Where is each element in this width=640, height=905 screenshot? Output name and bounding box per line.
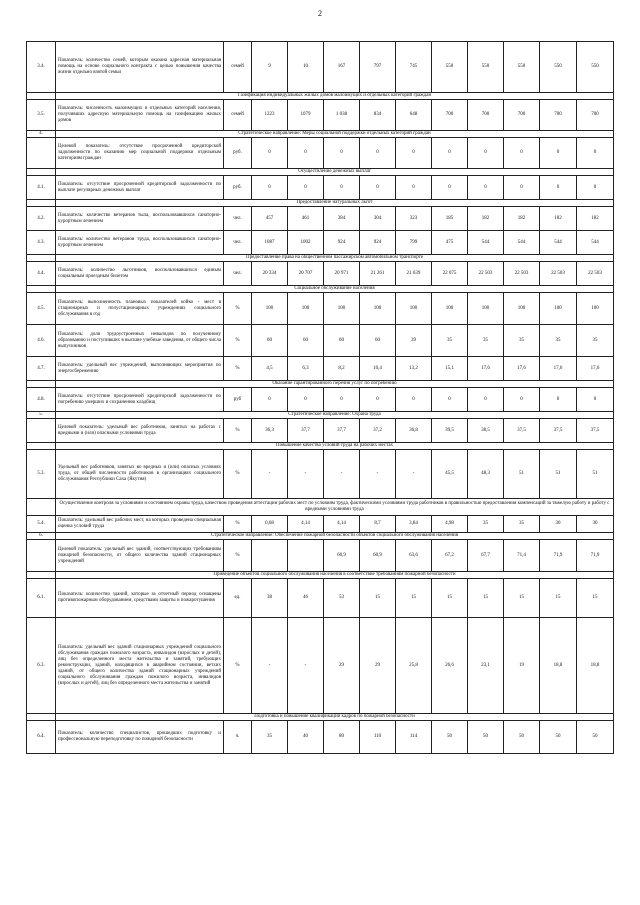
value-cell: 63,6 bbox=[396, 540, 432, 572]
indicator-text-cell: Показатель: выполненность плановых показателей койко - мест в стационарных и полустационарных учреждениях социального обслуживания в год bbox=[56, 293, 224, 325]
value-cell: 20 707 bbox=[288, 262, 324, 286]
value-cell: 3,84 bbox=[396, 516, 432, 533]
value-cell: 22 503 bbox=[540, 262, 577, 286]
section-title-cell: Осуществление денежных выплат bbox=[56, 169, 614, 176]
value-cell: 39 bbox=[396, 325, 432, 357]
row-number-cell bbox=[27, 200, 56, 207]
value-cell: 100 bbox=[360, 293, 396, 325]
row-number-cell bbox=[27, 93, 56, 100]
section-title-cell: Предоставление натуральных льгот bbox=[56, 200, 614, 207]
row-number-cell bbox=[27, 443, 56, 450]
value-cell: 15 bbox=[468, 579, 504, 618]
value-cell: 100 bbox=[577, 293, 614, 325]
unit-cell: % bbox=[224, 450, 252, 499]
value-cell: 0 bbox=[504, 176, 540, 200]
value-cell: 182 bbox=[577, 207, 614, 231]
value-cell bbox=[288, 540, 324, 572]
value-cell: 550 bbox=[540, 42, 577, 93]
value-cell: 0 bbox=[577, 138, 614, 169]
indicator-row bbox=[27, 42, 614, 93]
value-cell: - bbox=[252, 618, 288, 714]
unit-cell: семей bbox=[224, 42, 252, 93]
value-cell: 37,5 bbox=[577, 419, 614, 443]
row-number-cell: 6. bbox=[27, 533, 56, 540]
value-cell: 35 bbox=[432, 325, 468, 357]
value-cell: 36,3 bbox=[252, 419, 288, 443]
value-cell: 53 bbox=[324, 579, 360, 618]
unit-cell: руб. bbox=[224, 138, 252, 169]
indicator-text-cell: Целевой показатель: отсутствие просроченной кредиторской задолженности по оказанию мер социальной поддержки отдельным категориям граждан bbox=[56, 138, 224, 169]
indicator-row bbox=[27, 176, 614, 200]
value-cell: 9 bbox=[252, 42, 288, 93]
indicator-row bbox=[27, 207, 614, 231]
value-cell: 457 bbox=[252, 207, 288, 231]
section-row bbox=[27, 169, 614, 176]
value-cell: 4,14 bbox=[324, 516, 360, 533]
row-number-cell: 4.6. bbox=[27, 325, 56, 357]
row-number-cell: 4.1. bbox=[27, 176, 56, 200]
indicator-row bbox=[27, 325, 614, 357]
section-row bbox=[27, 93, 614, 100]
unit-cell: % bbox=[224, 540, 252, 572]
value-cell: 10,4 bbox=[360, 357, 396, 381]
value-cell: 100 bbox=[432, 293, 468, 325]
value-cell: 21 261 bbox=[360, 262, 396, 286]
value-cell: 15 bbox=[504, 579, 540, 618]
value-cell: 50 bbox=[540, 721, 577, 754]
value-cell: 17,6 bbox=[504, 357, 540, 381]
section-row bbox=[27, 255, 614, 262]
value-cell: 550 bbox=[468, 42, 504, 93]
value-cell: 100 bbox=[288, 293, 324, 325]
value-cell: 29 bbox=[360, 618, 396, 714]
value-cell: 60 bbox=[252, 325, 288, 357]
section-row bbox=[27, 443, 614, 450]
value-cell: 544 bbox=[504, 231, 540, 255]
value-cell: 22 503 bbox=[504, 262, 540, 286]
value-cell: 4,98 bbox=[432, 516, 468, 533]
value-cell: 37,2 bbox=[360, 419, 396, 443]
value-cell: 0 bbox=[252, 138, 288, 169]
value-cell: 0 bbox=[324, 388, 360, 412]
indicator-row bbox=[27, 721, 614, 754]
section-title-cell: Стратегическое направление: Обеспечение пожарной безопасности объектов социального обслуживания населения bbox=[56, 533, 614, 540]
value-cell: 22 503 bbox=[577, 262, 614, 286]
value-cell: 384 bbox=[324, 207, 360, 231]
row-number-cell bbox=[27, 499, 56, 516]
value-cell: 40 bbox=[288, 721, 324, 754]
value-cell: 26,6 bbox=[432, 618, 468, 714]
value-cell: 18,8 bbox=[577, 618, 614, 714]
value-cell: 22 075 bbox=[432, 262, 468, 286]
unit-cell: семей bbox=[224, 100, 252, 131]
indicators-table bbox=[26, 41, 614, 754]
unit-cell: % bbox=[224, 618, 252, 714]
row-number-cell bbox=[27, 286, 56, 293]
unit-cell: чел. bbox=[224, 262, 252, 286]
value-cell bbox=[252, 540, 288, 572]
value-cell: 35 bbox=[252, 721, 288, 754]
value-cell: 0 bbox=[468, 138, 504, 169]
value-cell: 0 bbox=[468, 176, 504, 200]
row-number-cell bbox=[27, 572, 56, 579]
unit-cell: чел. bbox=[224, 207, 252, 231]
unit-cell: чел. bbox=[224, 231, 252, 255]
value-cell: 25,8 bbox=[396, 618, 432, 714]
value-cell: - bbox=[360, 450, 396, 499]
value-cell: 46 bbox=[288, 579, 324, 618]
row-number-cell: 6.3. bbox=[27, 618, 56, 714]
value-cell: 550 bbox=[577, 42, 614, 93]
row-number-cell bbox=[27, 714, 56, 721]
value-cell: 80 bbox=[324, 721, 360, 754]
indicator-row bbox=[27, 419, 614, 443]
value-cell: 17,6 bbox=[540, 357, 577, 381]
value-cell: 38,5 bbox=[468, 419, 504, 443]
section-row bbox=[27, 381, 614, 388]
value-cell: 6,3 bbox=[288, 357, 324, 381]
unit-cell: руб bbox=[224, 388, 252, 412]
indicator-text-cell: Показатель: количество льготников, воспользовавшихся единым социальным проездным билетом bbox=[56, 262, 224, 286]
indicator-text-cell: Целевой показатель: удельный вес зданий, соответствующих требованиям пожарной безопасности, от общего количества зданий стационарных учреждений bbox=[56, 540, 224, 572]
value-cell: 15 bbox=[577, 579, 614, 618]
row-number-cell: 4. bbox=[27, 131, 56, 138]
value-cell: 0 bbox=[288, 176, 324, 200]
indicator-text-cell: Показатель: количество специалистов, прошедших подготовку и профессиональную переподготовку по пожарной безопасности bbox=[56, 721, 224, 754]
section-row bbox=[27, 533, 614, 540]
value-cell: 37,7 bbox=[324, 419, 360, 443]
unit-cell: ед. bbox=[224, 579, 252, 618]
value-cell: 648 bbox=[396, 100, 432, 131]
value-cell: 0 bbox=[360, 388, 396, 412]
value-cell: 60 bbox=[324, 325, 360, 357]
value-cell: 834 bbox=[360, 100, 396, 131]
value-cell: 8,2 bbox=[324, 357, 360, 381]
value-cell: - bbox=[288, 450, 324, 499]
section-row bbox=[27, 714, 614, 721]
value-cell: 799 bbox=[396, 231, 432, 255]
value-cell: 15 bbox=[360, 579, 396, 618]
value-cell: 60,9 bbox=[360, 540, 396, 572]
value-cell: 35 bbox=[504, 325, 540, 357]
value-cell: 0 bbox=[288, 388, 324, 412]
value-cell: 37,5 bbox=[540, 419, 577, 443]
row-number-cell: 5. bbox=[27, 412, 56, 419]
row-number-cell bbox=[27, 169, 56, 176]
row-number-cell: 6.4. bbox=[27, 721, 56, 754]
indicator-text-cell: Целевой показатель: удельный вес работников, занятых на работах с вредными и (или) опасными условиями труда bbox=[56, 419, 224, 443]
value-cell: 745 bbox=[396, 42, 432, 93]
value-cell: 20 334 bbox=[252, 262, 288, 286]
unit-cell: % bbox=[224, 419, 252, 443]
value-cell: 544 bbox=[468, 231, 504, 255]
value-cell: 100 bbox=[468, 293, 504, 325]
value-cell: 110 bbox=[360, 721, 396, 754]
unit-cell: % bbox=[224, 325, 252, 357]
section-row bbox=[27, 572, 614, 579]
row-number-cell bbox=[27, 419, 56, 443]
value-cell: 37,7 bbox=[288, 419, 324, 443]
value-cell: 35 bbox=[540, 325, 577, 357]
value-cell: 35 bbox=[504, 516, 540, 533]
value-cell: 35 bbox=[468, 325, 504, 357]
indicator-row bbox=[27, 618, 614, 714]
value-cell: 0 bbox=[504, 138, 540, 169]
indicator-row bbox=[27, 450, 614, 499]
indicator-row bbox=[27, 516, 614, 533]
section-title-cell: Стратегическое направление: Меры социальной поддержки отдельных категорий граждан bbox=[56, 131, 614, 138]
value-cell: 185 bbox=[432, 207, 468, 231]
value-cell: 67,7 bbox=[468, 540, 504, 572]
value-cell: 100 bbox=[504, 293, 540, 325]
indicator-text-cell: Показатель: удельный вес учреждений, выполняющих мероприятия по энергосбережению bbox=[56, 357, 224, 381]
value-cell: 0 bbox=[577, 388, 614, 412]
value-cell: 182 bbox=[468, 207, 504, 231]
indicator-text-cell: Показатель: количество ветеранов тыла, воспользовавшихся санаторно-курортным лечением bbox=[56, 207, 224, 231]
value-cell: 0,68 bbox=[252, 516, 288, 533]
value-cell: 100 bbox=[324, 293, 360, 325]
row-number-cell bbox=[27, 255, 56, 262]
value-cell: 700 bbox=[540, 100, 577, 131]
value-cell: 0 bbox=[432, 388, 468, 412]
value-cell: 39,5 bbox=[432, 419, 468, 443]
indicator-row bbox=[27, 262, 614, 286]
section-row bbox=[27, 131, 614, 138]
row-number-cell: 4.4. bbox=[27, 262, 56, 286]
value-cell: 13,2 bbox=[396, 357, 432, 381]
value-cell: 0 bbox=[324, 138, 360, 169]
value-cell: 0 bbox=[288, 138, 324, 169]
indicator-text-cell: Показатель: количество ветеранов труда, воспользовавшихся санаторно-курортным лечением bbox=[56, 231, 224, 255]
value-cell: 700 bbox=[432, 100, 468, 131]
value-cell: 0 bbox=[432, 138, 468, 169]
value-cell: 0 bbox=[396, 388, 432, 412]
indicator-text-cell: Показатель: численность малоимущих и отдельных категорий населения, получивших адресную материальную помощь на газификацию жилых домов bbox=[56, 100, 224, 131]
indicator-text-cell: Показатель: количество зданий, которые за отчетный период оснащены противопожарным оборудованием, средствами защиты и пожаротушения bbox=[56, 579, 224, 618]
value-cell: 67,2 bbox=[432, 540, 468, 572]
page-number: 2 bbox=[318, 9, 322, 18]
value-cell: 8,7 bbox=[360, 516, 396, 533]
section-title-cell: Осуществление контроля за условиями и состоянием охраны труда, качеством проведения аттестации рабочих мест по условиям труда, фактическими условиями труда работников в правильностью предоставления компенсаций за тяжелую работу и работу с вредными условиями труда bbox=[56, 499, 614, 516]
value-cell: 304 bbox=[360, 207, 396, 231]
value-cell: 15 bbox=[540, 579, 577, 618]
value-cell: 50 bbox=[468, 721, 504, 754]
value-cell: 114 bbox=[396, 721, 432, 754]
indicator-row bbox=[27, 231, 614, 255]
unit-cell: % bbox=[224, 357, 252, 381]
indicator-row bbox=[27, 540, 614, 572]
section-row bbox=[27, 499, 614, 516]
indicator-text-cell: Показатель: отсутствие просроченной кредиторской задолженности по погребению умерших и сохранению кладбищ bbox=[56, 388, 224, 412]
value-cell: 0 bbox=[540, 388, 577, 412]
section-row bbox=[27, 200, 614, 207]
indicator-row bbox=[27, 579, 614, 618]
value-cell: 23,1 bbox=[468, 618, 504, 714]
value-cell: 51 bbox=[504, 450, 540, 499]
value-cell: 60 bbox=[360, 325, 396, 357]
value-cell: 21 639 bbox=[396, 262, 432, 286]
value-cell: 0 bbox=[577, 176, 614, 200]
value-cell: 17,6 bbox=[468, 357, 504, 381]
row-number-cell: 6.1. bbox=[27, 579, 56, 618]
unit-cell: ч. bbox=[224, 721, 252, 754]
row-number-cell: 5.4. bbox=[27, 516, 56, 533]
value-cell: - bbox=[396, 450, 432, 499]
value-cell: 37,5 bbox=[504, 419, 540, 443]
value-cell: 0 bbox=[324, 176, 360, 200]
section-title-cell: Оказание гарантированного перечня услуг по погребению bbox=[56, 381, 614, 388]
value-cell: 22 503 bbox=[468, 262, 504, 286]
value-cell: 50 bbox=[432, 721, 468, 754]
value-cell: 167 bbox=[324, 42, 360, 93]
value-cell: - bbox=[288, 618, 324, 714]
value-cell: 48,3 bbox=[468, 450, 504, 499]
value-cell: 700 bbox=[468, 100, 504, 131]
value-cell: 29 bbox=[324, 618, 360, 714]
row-number-cell bbox=[27, 138, 56, 169]
indicator-row bbox=[27, 388, 614, 412]
value-cell: 461 bbox=[288, 207, 324, 231]
section-title-cell: Газификация индивидуальных жилых домов малоимущих и отдельных категорий граждан bbox=[56, 93, 614, 100]
value-cell: 10 bbox=[288, 42, 324, 93]
value-cell: 51 bbox=[540, 450, 577, 499]
row-number-cell: 4.7. bbox=[27, 357, 56, 381]
value-cell: 0 bbox=[504, 388, 540, 412]
value-cell: 0 bbox=[540, 176, 577, 200]
row-number-cell: 4.8. bbox=[27, 388, 56, 412]
value-cell: 182 bbox=[504, 207, 540, 231]
value-cell: 71,4 bbox=[504, 540, 540, 572]
value-cell: 15 bbox=[432, 579, 468, 618]
value-cell: - bbox=[252, 450, 288, 499]
value-cell: 38 bbox=[252, 579, 288, 618]
indicator-text-cell: Показатель: удельный вес зданий стационарных учреждений социального обслуживания граждан пожилого возраста, инвалидов (взрослых и детей), лиц без определенного места жительства и занятий, требующих реконструкции, зданий, находящихся в аварийном состоянии, ветхих зданий, от общего количества зданий стационарных учреждений социального обслуживания граждан пожилого возраста, инвалидов (взрослых и детей), лиц без определенного места жительства и занятий bbox=[56, 618, 224, 714]
value-cell: 924 bbox=[324, 231, 360, 255]
value-cell: 50 bbox=[577, 721, 614, 754]
value-cell: 0 bbox=[360, 176, 396, 200]
value-cell: 0 bbox=[252, 388, 288, 412]
value-cell: 1087 bbox=[252, 231, 288, 255]
indicator-row bbox=[27, 100, 614, 131]
value-cell: 1002 bbox=[288, 231, 324, 255]
value-cell: 182 bbox=[540, 207, 577, 231]
value-cell: 0 bbox=[468, 388, 504, 412]
section-row bbox=[27, 412, 614, 419]
value-cell: 475 bbox=[432, 231, 468, 255]
value-cell: 1223 bbox=[252, 100, 288, 131]
value-cell: 797 bbox=[360, 42, 396, 93]
value-cell: 15 bbox=[396, 579, 432, 618]
indicator-text-cell: Показатель: количество семей, которым оказана адресная материальная помощь на основе социального контракта с целью повышения качества жизни отдельно взятой семьи bbox=[56, 42, 224, 93]
value-cell: 18,8 bbox=[540, 618, 577, 714]
value-cell: 35 bbox=[468, 516, 504, 533]
value-cell: 550 bbox=[432, 42, 468, 93]
value-cell: 1 038 bbox=[324, 100, 360, 131]
value-cell: 550 bbox=[504, 42, 540, 93]
value-cell: 4,5 bbox=[252, 357, 288, 381]
row-number-cell: 4.5. bbox=[27, 293, 56, 325]
section-title-cell: Стратегическое направление: Охрана труда bbox=[56, 412, 614, 419]
value-cell: 36,8 bbox=[396, 419, 432, 443]
section-title-cell: Социальное обслуживание населения bbox=[56, 286, 614, 293]
row-number-cell bbox=[27, 540, 56, 572]
value-cell: 100 bbox=[396, 293, 432, 325]
section-title-cell: Приведение объектов социального обслуживания населения в соответствие требованиям пожарной безопасности bbox=[56, 572, 614, 579]
value-cell: 323 bbox=[396, 207, 432, 231]
value-cell: 19 bbox=[504, 618, 540, 714]
value-cell: 71,9 bbox=[577, 540, 614, 572]
value-cell: 30 bbox=[540, 516, 577, 533]
indicator-text-cell: Показатель: удельный вес рабочих мест, на которых проведена специальная оценка условий труда bbox=[56, 516, 224, 533]
row-number-cell: 4.3. bbox=[27, 231, 56, 255]
indicator-row bbox=[27, 357, 614, 381]
value-cell: 0 bbox=[360, 138, 396, 169]
section-row bbox=[27, 286, 614, 293]
row-number-cell bbox=[27, 381, 56, 388]
value-cell: - bbox=[324, 450, 360, 499]
indicator-row bbox=[27, 138, 614, 169]
value-cell: 0 bbox=[252, 176, 288, 200]
indicator-text-cell: Показатель: доля трудоустроенных инвалидов по полученному образованию и поступивших в высшие учебные заведения, от общего числа выпускников bbox=[56, 325, 224, 357]
section-title-cell: Подготовка и повышение квалификации кадров по пожарной безопасности bbox=[56, 714, 614, 721]
value-cell: 51 bbox=[577, 450, 614, 499]
value-cell: 544 bbox=[577, 231, 614, 255]
value-cell: 35 bbox=[577, 325, 614, 357]
value-cell: 15,1 bbox=[432, 357, 468, 381]
row-number-cell: 4.2. bbox=[27, 207, 56, 231]
unit-cell: руб. bbox=[224, 176, 252, 200]
section-title-cell: Предоставление права на общественном пассажирском автомобильном транспорте bbox=[56, 255, 614, 262]
value-cell: 700 bbox=[504, 100, 540, 131]
value-cell: 20 971 bbox=[324, 262, 360, 286]
value-cell: 4,14 bbox=[288, 516, 324, 533]
value-cell: 0 bbox=[396, 176, 432, 200]
value-cell: 17,6 bbox=[577, 357, 614, 381]
value-cell: 700 bbox=[577, 100, 614, 131]
value-cell: 544 bbox=[540, 231, 577, 255]
unit-cell: % bbox=[224, 293, 252, 325]
row-number-cell: 3.5. bbox=[27, 100, 56, 131]
indicator-text-cell: Показатель: отсутствие просроченной кредиторской задолженности по выплате регулярных денежных выплат bbox=[56, 176, 224, 200]
unit-cell: % bbox=[224, 516, 252, 533]
value-cell: 1079 bbox=[288, 100, 324, 131]
value-cell: 924 bbox=[360, 231, 396, 255]
value-cell: 71,9 bbox=[540, 540, 577, 572]
value-cell: 0 bbox=[396, 138, 432, 169]
section-title-cell: Повышение качества условий труда на рабочих местах bbox=[56, 443, 614, 450]
row-number-cell: 3.4. bbox=[27, 42, 56, 93]
value-cell: 30 bbox=[577, 516, 614, 533]
value-cell: 60 bbox=[288, 325, 324, 357]
value-cell: 100 bbox=[540, 293, 577, 325]
indicator-row bbox=[27, 293, 614, 325]
value-cell: 0 bbox=[540, 138, 577, 169]
row-number-cell: 5.3. bbox=[27, 450, 56, 499]
value-cell: 100 bbox=[252, 293, 288, 325]
value-cell: 45,5 bbox=[432, 450, 468, 499]
value-cell: 50 bbox=[504, 721, 540, 754]
value-cell: 0 bbox=[432, 176, 468, 200]
indicator-text-cell: Удельный вес работников, занятых во вредных и (или) опасных условиях труда, от общей численности работников в организациях социального обслуживания Республики Саха (Якутия) bbox=[56, 450, 224, 499]
value-cell: 60,9 bbox=[324, 540, 360, 572]
